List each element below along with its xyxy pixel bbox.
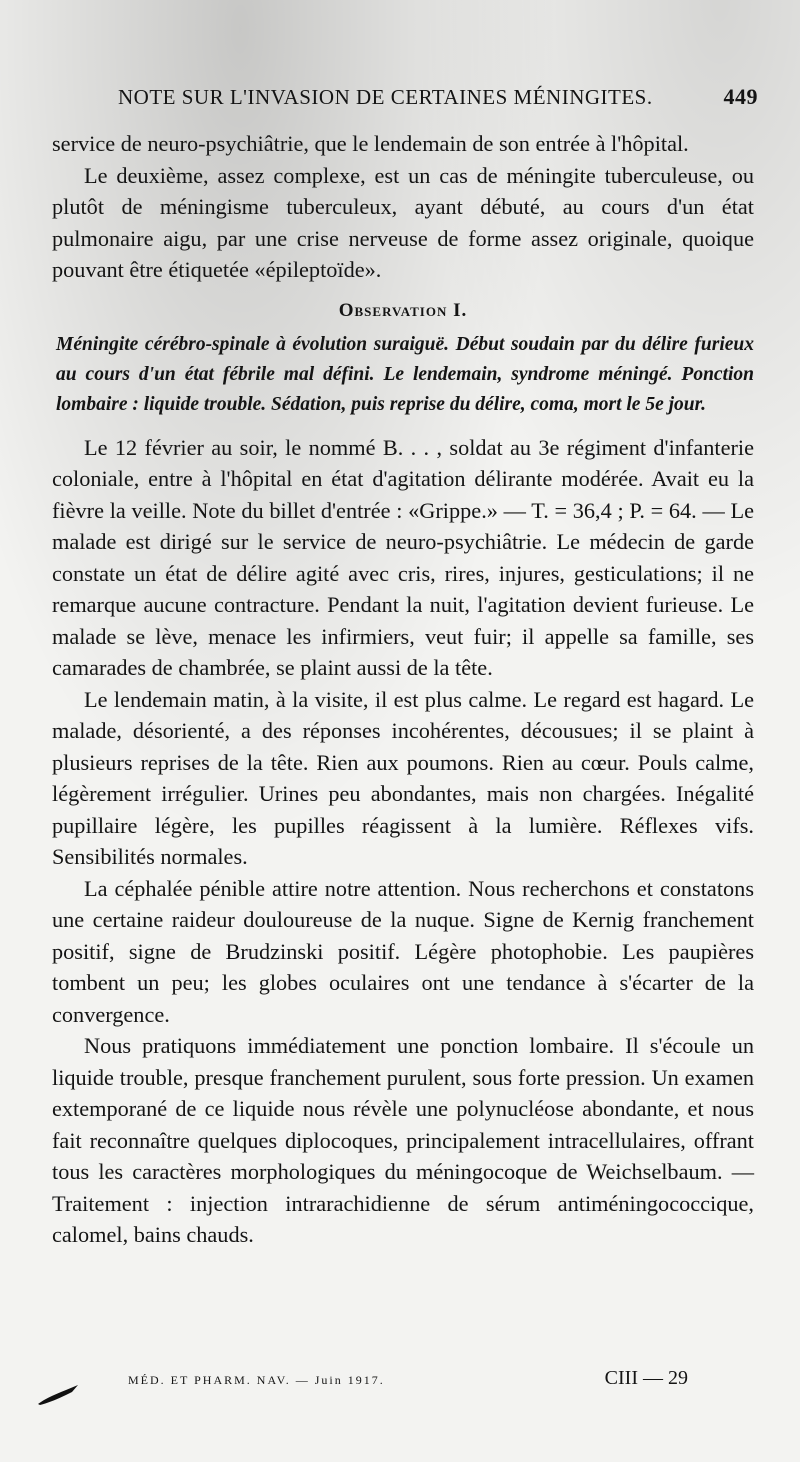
footer-signature-mark: CIII — 29 (604, 1367, 688, 1389)
page-number: 449 (723, 84, 758, 109)
paragraph: Le 12 février au soir, le nommé B. . . , soldat au 3e régiment d'infanterie coloniale, entre à l'hôpital en état d'agitation délirante modérée. Avait eu la fièvre la veille. Note du billet d'entrée : «Grippe.» — T. = 36,4 ; P. = 64. — Le malade est dirigé sur le service de neuro-psychiâtrie. Le médecin de garde constate un état de délire agité avec cris, rires, injures, gesticulations; il ne remarque aucune contracture. Pendant la nuit, l'agitation devient furieuse. Le malade se lève, menace les infirmiers, veut fuir; il appelle sa famille, ses camarades de chambrée, se plaint aussi de la tête. (52, 434, 754, 680)
page-body (52, 128, 754, 1251)
observation-summary: Méningite cérébro-spinale à évolution suraiguë. Début soudain par du délire furieux au cours d'un état fébrile mal défini. Le lendemain, syndrome méningé. Ponction lombaire : liquide trouble. Sédation, puis reprise du délire, coma, mort le 5e jour. (56, 333, 754, 415)
paragraph: Le lendemain matin, à la visite, il est plus calme. Le regard est hagard. Le malade, désorienté, a des réponses incohérentes, décousues; il se plaint à plusieurs reprises de la tête. Rien aux poumons. Rien au cœur. Pouls calme, légèrement irrégulier. Urines peu abondantes, mais non chargées. Inégalité pupillaire légère, les pupilles réagissent à la lumière. Réflexes vifs. Sensibilités normales. (52, 686, 754, 869)
paragraph-continued: service de neuro-psychiâtrie, que le lendemain de son entrée à l'hôpital. (52, 131, 689, 156)
ink-smudge-icon (36, 1384, 80, 1406)
header-title: NOTE SUR L'INVASION DE CERTAINES MÉNINGITES. (118, 85, 653, 109)
footer-journal: MÉD. ET PHARM. NAV. — Juin 1917. (128, 1373, 385, 1387)
paragraph: Nous pratiquons immédiatement une ponction lombaire. Il s'écoule un liquide trouble, presque franchement purulent, sous forte pression. Un examen extemporané de ce liquide nous révèle une polynucléose abondante, et nous fait reconnaître quelques diplocoques, principalement intracellulaires, offrant tous les caractères morphologiques du méningocoque de Weichselbaum. — Traitement : injection intrarachidienne de sérum antiméningococcique, calomel, bains chauds. (52, 1033, 754, 1247)
paragraph: Le deuxième, assez complexe, est un cas de méningite tuberculeuse, ou plutôt de méningisme tuberculeux, ayant débuté, au cours d'un état pulmonaire aigu, par une crise nerveuse de forme assez originale, quoique pouvant être étiquetée «épileptoïde». (52, 162, 754, 282)
observation-title: Observation I. (338, 299, 468, 321)
running-header (118, 84, 758, 110)
paragraph: La céphalée pénible attire notre attention. Nous recherchons et constatons une certaine raideur douloureuse de la nuque. Signe de Kernig franchement positif, signe de Brudzinski positif. Légère photophobie. Les paupières tombent un peu; les globes oculaires ont une tendance à s'écarter de la convergence. (52, 875, 754, 1027)
page-footer (128, 1367, 688, 1390)
